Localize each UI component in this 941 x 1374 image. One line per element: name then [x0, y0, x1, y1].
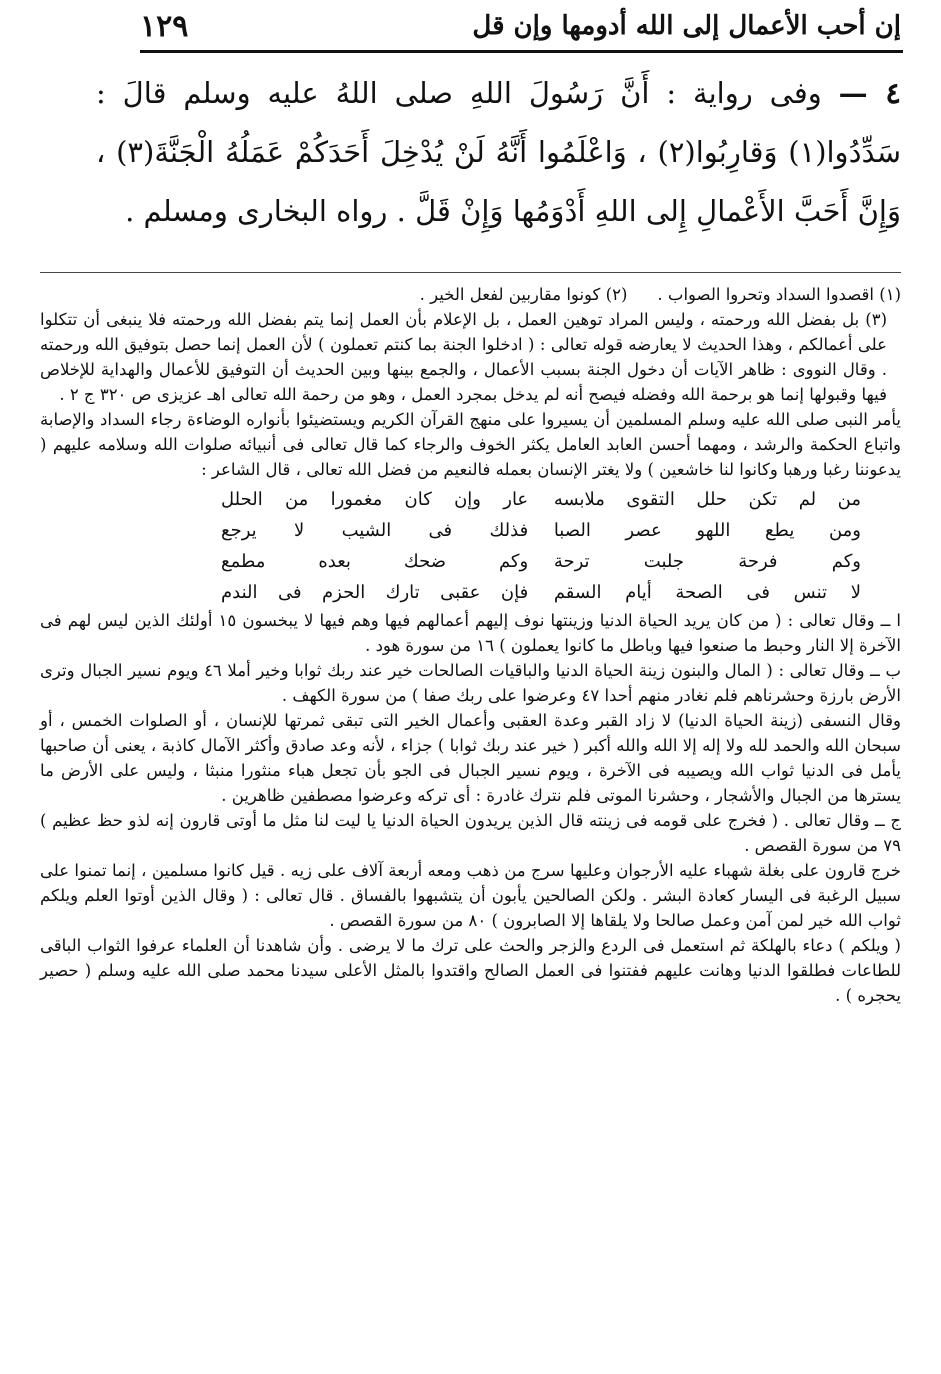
qarun-paragraph: خرج قارون على بغلة شهباء عليه الأرجوان وعليها سرج من ذهب ومعه أربعة آلاف على زيه . قيل كانوا مسلمين ، إنما تمنوا على سبيل الرغبة فى اليسار كعادة البشر . ولكن الصالحين يأبون أن يتشبهوا بالفساق . قال تعالى : ( وقال الذين أوتوا العلم ويلكم ثواب الله خير لمن آمن وعمل صالحا ولا يلقاها إلا الصابرون ) ٨٠ من سورة القصص .	[40, 861, 901, 930]
poem-hemistich: وكم فرحة جلبت ترحة	[553, 551, 861, 572]
hadith-text: وفى رواية : أَنَّ رَسُولَ اللهِ صلى اللهُ عليه وسلم قالَ : سَدِّدُوا(١) وَقارِبُوا(٢) ، وَاعْلَمُوا أَنَّهُ لَنْ يُدْخِلَ أَحَدَكُمْ عَمَلُهُ الْجَنَّةَ(٣) ، وَإِنَّ أَحَبَّ الأَعْمالِ إِلى اللهِ أَدْوَمُها وَإِنْ قَلَّ . رواه البخارى ومسلم .	[96, 76, 901, 228]
header-rule	[140, 50, 903, 53]
poem-hemistich: وكم ضحك بعده مطمع	[221, 551, 529, 572]
commentary-paragraph: يأمر النبى صلى الله عليه وسلم المسلمين أن يسيروا على منهج القرآن الكريم ويستضيئوا بأنواره الوضاءة رجاء السداد والإصابة واتباع الحكمة والرشد ، ومهما أحسن العابد العامل يكثر الخوف والرجاء كما قال تعالى فى أنبيائه صلوات الله وسلامه عليهم ( يدعوننا رغبا ورهبا وكانوا لنا خاشعين ) ولا يغتر الإنسان بعمله فالنعيم من فضل الله تعالى ، قال الشاعر :	[40, 410, 901, 479]
closing-paragraph: ( ويلكم ) دعاء بالهلكة ثم استعمل فى الردع والزجر والحث على ترك ما لا يرضى . وأن شاهدنا أن العلماء عرفوا الثواب الباقى للطاعات فطلقوا الدنيا وهانت عليهم ففتنوا فى العمل الصالح واقتدوا بالمثل الأعلى سيدنا محمد صلى الله عليه وسلم ( حصير يحجره ) .	[40, 936, 901, 1005]
running-head	[140, 4, 901, 48]
nasafi-commentary: وقال النسفى (زينة الحياة الدنيا) لا زاد القبر وعدة العقبى وأعمال الخير التى تبقى ثمرتها للإنسان ، أو الصلوات الخمس ، أو سبحان الله والحمد لله ولا إله إلا الله والله أكبر ( خير عند ربك ثوابا ) جزاء ، لأنه وعد صادق وأكثر الآمال كاذبة ، يعنى أن صاحبها يأمل فى الدنيا ثواب الله ويصيبه فى الآخرة ، ويوم نسير الجبال فى الجو بأن تجعل هباء منثورا منبثا ، وليس على الأرض ما يسترها من الجبال والأشجار ، وحشرنا الموتى فلم نترك غادرة : أى تركه وعرضوا مصطفين ظاهرين .	[40, 711, 901, 805]
footnote-1: (١) اقصدوا السداد وتحروا الصواب .	[657, 285, 901, 304]
poem-line	[221, 546, 861, 577]
separator-rule	[40, 272, 901, 273]
verse-paragraph-c: ج ــ وقال تعالى . ( فخرج على قومه فى زينته قال الذين يريدون الحياة الدنيا يا ليت لنا مثل ما أوتى قارون إنه لذو حظ عظيم ) ٧٩ من سورة القصص .	[40, 811, 901, 855]
hadith-text-block	[96, 64, 901, 241]
poem-hemistich: ومن يطع اللهو عصر الصبا	[553, 520, 861, 541]
poem-line	[221, 484, 861, 515]
poem-hemistich: لا تنس فى الصحة أيام السقم	[553, 582, 861, 603]
header-title: إن أحب الأعمال إلى الله أدومها وإن قل	[472, 11, 901, 41]
poem	[221, 484, 861, 608]
footnote-3: (٣) بل بفضل الله ورحمته ، وليس المراد توهين العمل ، بل الإعلام بأن العمل إنما يتم بفضل الله ورحمته فلا ينبغى أن تتكلوا على أعمالكم ، وهذا الحديث لا يعارضه قوله تعالى : ( ادخلوا الجنة بما كنتم تعملون ) لأن العمل إنما حصل بتوفيق الله ورحمته . وقال النووى : ظاهر الآيات أن دخول الجنة بسبب الأعمال ، والجمع بينها وبين الحديث أن التوفيق للأعمال والهداية للإخلاص فيها وقبولها إنما هو برحمة الله وفضله فيصح أنه لم يدخل بمجرد العمل ، وهو من رحمة الله تعالى اهـ عزيزى ص ٣٢٠ ج ٢ .	[40, 310, 887, 404]
verse-paragraph-a: ا ــ وقال تعالى : ( من كان يريد الحياة الدنيا وزينتها نوف إليهم أعمالهم فيها وهم فيها لا يبخسون ١٥ أولئك الذين ليس لهم فى الآخرة إلا النار وحبط ما صنعوا فيها وباطل ما كانوا يعملون ) ١٦ من سورة هود .	[40, 611, 901, 655]
poem-line	[221, 515, 861, 546]
commentary-block	[40, 282, 901, 1008]
poem-hemistich: عار وإن كان مغمورا من الحلل	[221, 489, 529, 510]
hadith-number: ٤ —	[838, 76, 901, 110]
verse-paragraph-b: ب ــ وقال تعالى : ( المال والبنون زينة الحياة الدنيا والباقيات الصالحات خير عند ربك ثوابا وخير أملا ٤٦ ويوم نسير الجبال وترى الأرض بارزة وحشرناهم فلم نغادر منهم أحدا ٤٧ وعرضوا على ربك صفا ) من سورة الكهف .	[40, 661, 901, 705]
poem-hemistich: فذلك فى الشيب لا يرجع	[221, 520, 529, 541]
poem-hemistich: من لم تكن حلل التقوى ملابسه	[553, 489, 861, 510]
footnote-2: (٢) كونوا مقاربين لفعل الخير .	[419, 285, 628, 304]
footnote-line-1-2	[40, 282, 901, 307]
poem-hemistich: فإن عقبى تارك الحزم فى الندم	[221, 582, 529, 603]
page-number: ١٢٩	[140, 8, 189, 44]
poem-line	[221, 577, 861, 608]
